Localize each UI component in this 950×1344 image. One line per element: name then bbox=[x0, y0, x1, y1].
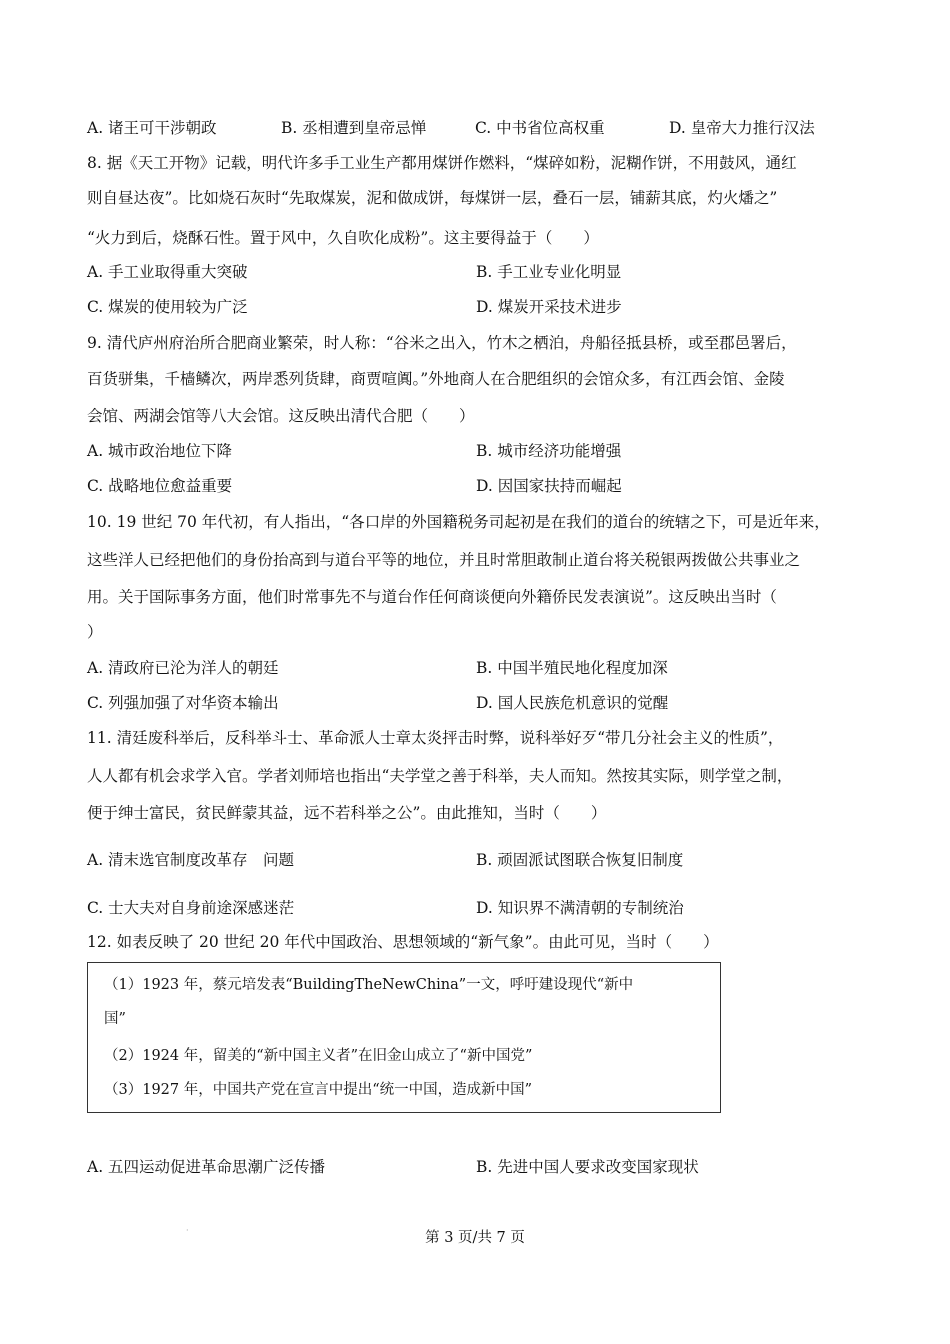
q8-option-d: D. 煤炭开采技术进步 bbox=[476, 298, 622, 316]
q11-option-c: C. 士大夫对自身前途深感迷茫 bbox=[87, 899, 295, 917]
q9-stem-line-2: 百货骈集，千樯鳞次，两岸悉列货肆，商贾喧阗。”外地商人在合肥组织的会馆众多，有江西会馆、金陵 bbox=[87, 370, 785, 388]
q12-table-line-4: （3）1927 年，中国共产党在宣言中提出“统一中国，造成新中国” bbox=[104, 1082, 533, 1098]
footer-dot: · bbox=[186, 1226, 189, 1235]
q10-stem-line-4: ） bbox=[87, 623, 103, 641]
q9-option-b: B. 城市经济功能增强 bbox=[476, 442, 622, 460]
q11-option-b: B. 顽固派试图联合恢复旧制度 bbox=[476, 851, 684, 869]
q12-table-line-1: （1）1923 年，蔡元培发表“BuildingTheNewChina”一文，呼吁建设现代“新中 bbox=[104, 977, 634, 993]
q7-option-c: C. 中书省位高权重 bbox=[475, 119, 605, 137]
q11-option-a: A. 清末选官制度改革存 问题 bbox=[87, 851, 295, 869]
q11-stem-line-3: 便于绅士富民，贫民鲜蒙其益，远不若科举之公”。由此推知，当时（ ） bbox=[87, 804, 607, 822]
q7-option-b: B. 丞相遭到皇帝忌惮 bbox=[281, 119, 427, 137]
q8-option-a: A. 手工业取得重大突破 bbox=[87, 263, 248, 281]
q11-option-d: D. 知识界不满清朝的专制统治 bbox=[476, 899, 684, 917]
q8-option-c: C. 煤炭的使用较为广泛 bbox=[87, 298, 248, 316]
q9-stem-line-1: 9. 清代庐州府治所合肥商业繁荣，时人称：“谷米之出入，竹木之栖泊，舟船径抵县桥，或至郡邑署后， bbox=[87, 334, 797, 352]
q8-option-b: B. 手工业专业化明显 bbox=[476, 263, 622, 281]
q10-option-a: A. 清政府已沦为洋人的朝廷 bbox=[87, 659, 279, 677]
q10-stem-line-3: 用。关于国际事务方面，他们时常事先不与道台作任何商谈便向外籍侨民发表演说”。这反映出当时（ bbox=[87, 588, 777, 606]
q12-material-table bbox=[87, 962, 721, 1113]
q9-option-d: D. 因国家扶持而崛起 bbox=[476, 477, 622, 495]
q12-stem: 12. 如表反映了 20 世纪 20 年代中国政治、思想领域的“新气象”。由此可见，当时（ ） bbox=[87, 933, 719, 951]
q12-option-b: B. 先进中国人要求改变国家现状 bbox=[476, 1158, 699, 1176]
q11-stem-line-2: 人人都有机会求学入官。学者刘师培也指出“夫学堂之善于科举，夫人而知。然按其实际，则学堂之制， bbox=[87, 767, 793, 785]
q9-option-c: C. 战略地位愈益重要 bbox=[87, 477, 233, 495]
q8-stem-line-1: 8. 据《天工开物》记载，明代许多手工业生产都用煤饼作燃料，“煤碎如粉，泥糊作饼，不用鼓风，通红 bbox=[87, 154, 797, 172]
q10-option-d: D. 国人民族危机意识的觉醒 bbox=[476, 694, 669, 712]
q12-table-line-3: （2）1924 年，留美的“新中国主义者”在旧金山成立了“新中国党” bbox=[104, 1048, 533, 1064]
q8-stem-line-2: 则自昼达夜”。比如烧石灰时“先取煤炭，泥和做成饼，每煤饼一层，叠石一层，铺薪其底，灼火燔之” bbox=[87, 189, 778, 207]
q9-option-a: A. 城市政治地位下降 bbox=[87, 442, 233, 460]
q7-option-a: A. 诸王可干涉朝政 bbox=[87, 119, 217, 137]
page-number: 第 3 页/共 7 页 bbox=[425, 1230, 525, 1246]
q8-stem-line-3: “火力到后，烧酥石性。置于风中，久自吹化成粉”。这主要得益于（ ） bbox=[87, 229, 599, 247]
q10-stem-line-2: 这些洋人已经把他们的身份抬高到与道台平等的地位，并且时常胆敢制止道台将关税银两拨做公共事业之 bbox=[87, 551, 801, 569]
q10-option-b: B. 中国半殖民地化程度加深 bbox=[476, 659, 668, 677]
q11-stem-line-1: 11. 清廷废科举后，反科举斗士、革命派人士章太炎抨击时弊，说科举好歹“带几分社会主义的性质”， bbox=[87, 729, 784, 747]
q10-stem-line-1: 10. 19 世纪 70 年代初，有人指出，“各口岸的外国籍税务司起初是在我们的道台的统辖之下，可是近年来， bbox=[87, 513, 830, 531]
q7-option-d: D. 皇帝大力推行汉法 bbox=[669, 119, 815, 137]
q12-table-line-2: 国” bbox=[104, 1011, 126, 1027]
q12-option-a: A. 五四运动促进革命思潮广泛传播 bbox=[87, 1158, 326, 1176]
q9-stem-line-3: 会馆、两湖会馆等八大会馆。这反映出清代合肥（ ） bbox=[87, 407, 475, 425]
q10-option-c: C. 列强加强了对华资本输出 bbox=[87, 694, 279, 712]
